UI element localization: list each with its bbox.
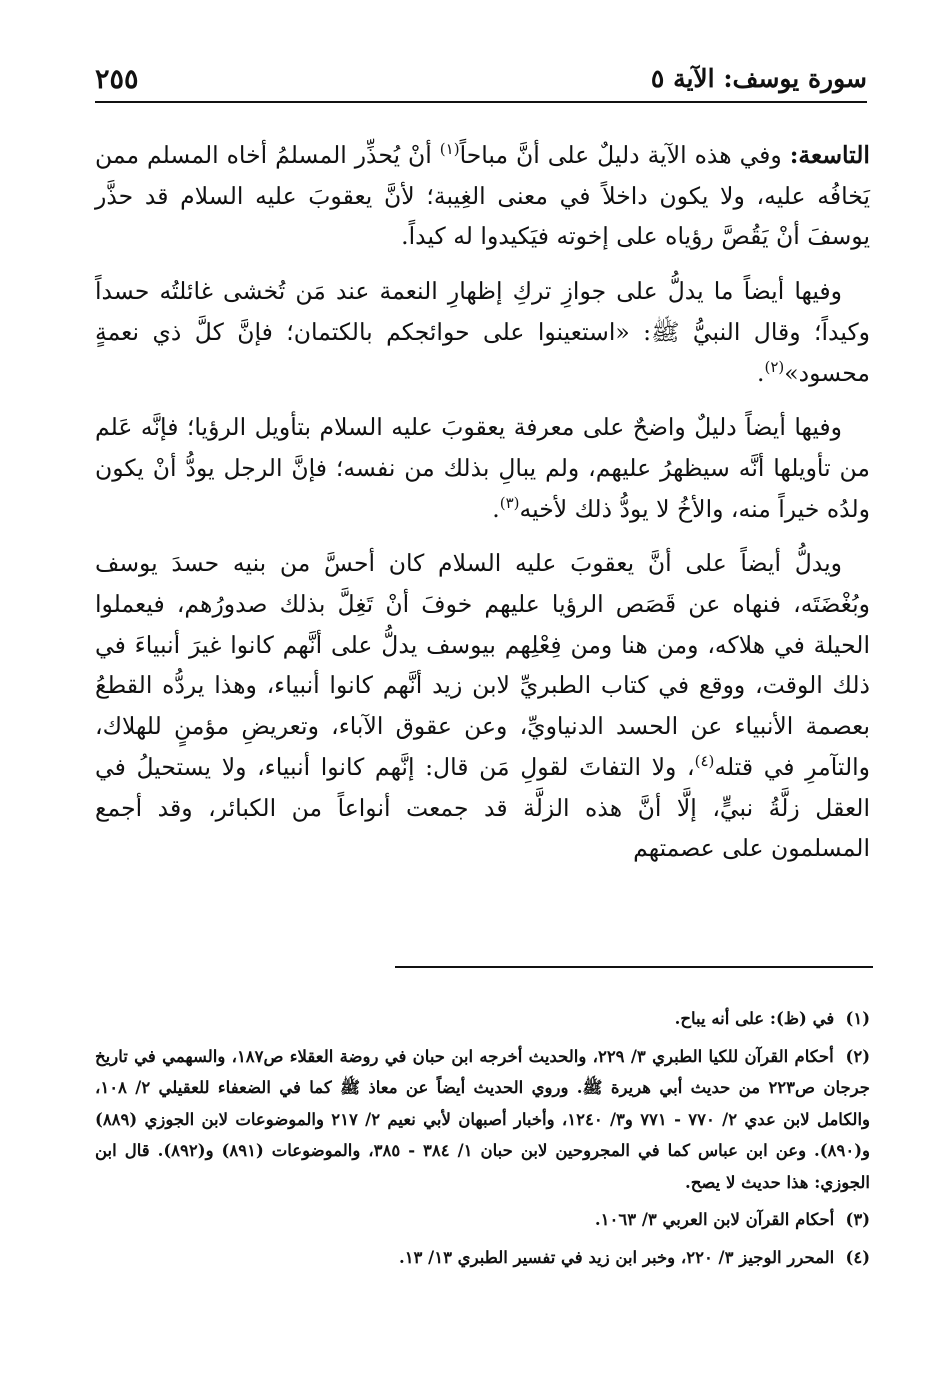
paragraph-text: وفي هذه الآية دليلٌ على أنَّ مباحاً <box>459 141 782 169</box>
paragraph <box>95 271 870 393</box>
paragraph <box>95 135 870 257</box>
footnote-item <box>95 1041 870 1199</box>
paragraph-text: ويدلُّ أيضاً على أنَّ يعقوبَ عليه السلام كان أحسَّ من بنيه حسدَ يوسف وبُغْضَتَه، فنهاه عن قَصَص الرؤيا عليهم خوفَ أنْ تَغِلَّ بذلك صدورُهم، فيعملوا الحيلة في هلاكه، ومن هنا ومن فِعْلِهم بيوسف يدلُّ على أنَّهم كانوا غيرَ أنبياءَ في ذلك الوقت، ووقع في كتاب الطبريِّ لابن زيد أنَّهم كانوا أنبياء، وهذا يردُّه القطعُ بعصمة الأنبياء عن الحسد الدنياويِّ، وعن عقوق الآباء، وتعريضِ مؤمنٍ للهلاك، والتآمرِ في قتله <box>95 549 870 781</box>
paragraph-text-rest: . <box>757 358 765 387</box>
footnote-marker[interactable]: (٤) <box>694 752 715 771</box>
footnote-number: (١) <box>845 1009 870 1028</box>
footnote-number: (٢) <box>845 1046 870 1066</box>
footnote-text: أحكام القرآن للكيا الطبري ٣/ ٢٢٩، والحديث أخرجه ابن حبان في روضة العقلاء ص١٨٧، والسهمي في تاريخ جرجان ص٢٢٣ من حديث أبي هريرة ﷺ. وروي الحديث أيضاً عن معاذ ﷺ كما في الضعفاء للعقيلي ٢/ ١٠٨، والكامل لابن عدي ٢/ ٧٧٠ - ٧٧١ و٣/ ١٢٤٠، وأخبار أصبهان لأبي نعيم ٢/ ٢١٧ والموضوعات لابن الجوزي (٨٨٩) و(٨٩٠). وعن ابن عباس كما في المجروحين لابن حبان ١/ ٣٨٤ - ٣٨٥، والموضوعات (٨٩١) و(٨٩٢). قال ابن الجوزي: هذا حديث لا يصح. <box>95 1046 871 1192</box>
footnote-item <box>95 1003 870 1035</box>
running-head-title: سورة يوسف: الآية ٥ <box>650 64 867 93</box>
page-number: ٢٥٥ <box>95 64 139 95</box>
main-text <box>95 135 870 883</box>
paragraph-text: وفيها أيضاً ما يدلُّ على جوازِ تركِ إظهارِ النعمة عند مَن تُخشى غائلتُه حسداً وكيداً؛ وقال النبيُّ ﷺ: «استعينوا على حوائجكم بالكتمان؛ فإنَّ كلَّ ذي نعمةٍ محسود» <box>95 277 870 387</box>
paragraph <box>95 543 870 869</box>
paragraph-text: وفيها أيضاً دليلٌ واضحٌ على معرفة يعقوبَ عليه السلام بتأويل الرؤيا؛ فإنَّه عَلم من تأويلها أنَّه سيظهرُ عليهم، ولم يبالِ بذلك من نفسه؛ فإنَّ الرجل يودُّ أنْ يكون ولدُه خيراً منه، والأخُ لا يودُّ ذلك لأخيه <box>95 413 870 523</box>
footnote-item <box>95 1204 870 1236</box>
paragraph-text-rest: . <box>492 494 500 523</box>
footnote-text: في (ظ): على أنه يباح. <box>674 1009 835 1028</box>
footnote-item <box>95 1242 870 1274</box>
footnote-marker[interactable]: (٣) <box>499 493 520 512</box>
footnote-separator <box>395 966 873 968</box>
header-rule <box>95 101 867 103</box>
paragraph-text-rest: أنْ يُحذِّر المسلمُ أخاه المسلم ممن يَخافُه عليه، ولا يكون داخلاً في معنى الغِيبة؛ لأنَّ يعقوبَ عليه السلام قد حذَّر يوسفَ أنْ يَقُصَّ رؤياه على إخوته فيَكيدوا له كيداً. <box>95 141 870 251</box>
paragraph <box>95 407 870 529</box>
footnote-marker[interactable]: (١) <box>439 140 460 159</box>
footnote-text: المحرر الوجيز ٣/ ٢٢٠، وخبر ابن زيد في تفسير الطبري ١٣/ ١٣. <box>398 1247 835 1267</box>
footnotes <box>95 1003 870 1279</box>
footnote-text: أحكام القرآن لابن العربي ٣/ ١٠٦٣. <box>594 1210 835 1229</box>
footnote-number: (٣) <box>845 1210 870 1229</box>
footnote-marker[interactable]: (٢) <box>764 357 785 376</box>
paragraph-lead: التاسعة: <box>789 141 870 169</box>
footnote-number: (٤) <box>845 1247 870 1267</box>
running-header <box>95 60 867 102</box>
paragraph-text-rest: ، ولا التفاتَ لقولِ مَن قال: إنَّهم كانوا أنبياء، ولا يستحيلُ في العقل زلَّةُ نبيٍّ، إلَّا أنَّ هذه الزلَّة قد جمعت أنواعاً من الكبائر، وقد أجمع المسلمون على عصمتهم <box>95 752 870 863</box>
